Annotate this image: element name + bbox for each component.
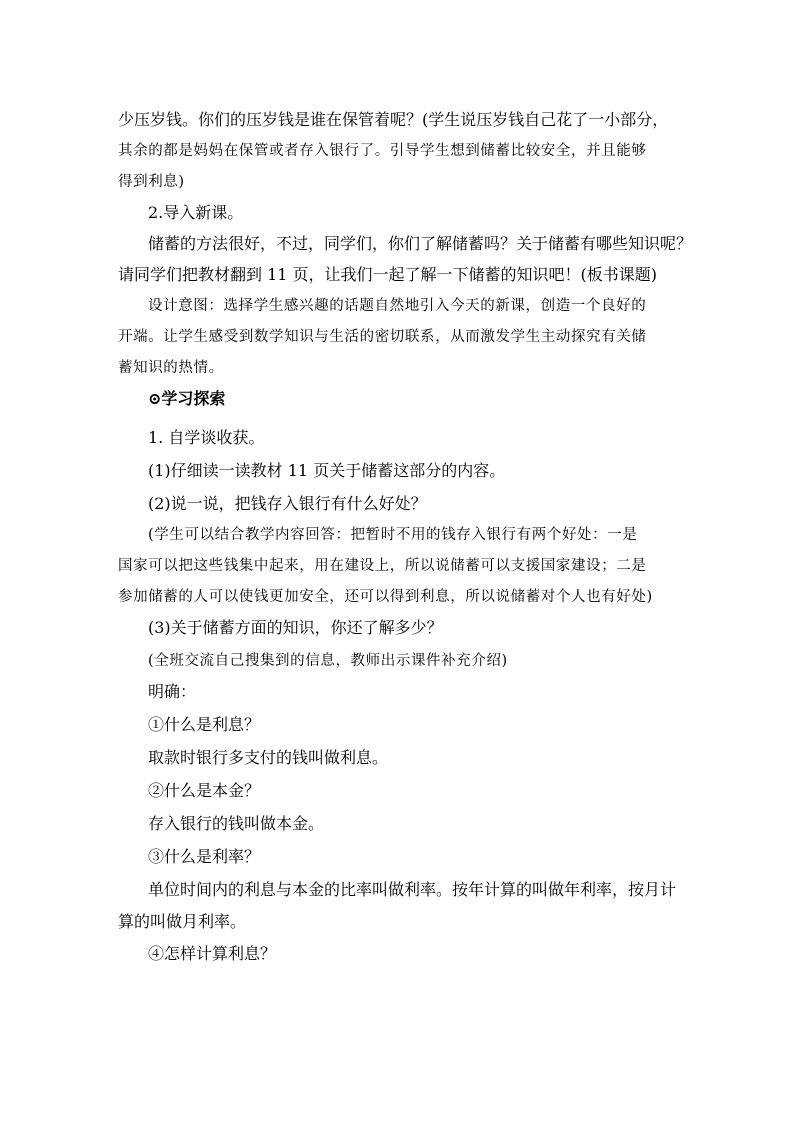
text-line: 其余的都是妈妈在保管或者存入银行了。引导学生想到储蓄比较安全，并且能够 [118,143,647,159]
text-line: 设计意图：选择学生感兴趣的话题自然地引入今天的新课，创造一个良好的 [148,298,647,314]
text-line: 少压岁钱。你们的压岁钱是谁在保管着呢？(学生说压岁钱自己花了一小部分， [118,110,669,129]
text-line: (学生可以结合教学内容回答：把暂时不用的钱存入银行有两个好处：一是 [148,527,638,543]
text-line: 单位时间内的利息与本金的比率叫做利率。按年计算的叫做年利率，按月计 [148,880,677,899]
text-line: 开端。让学生感受到数学知识与生活的密切联系，从而激发学生主动探究有关储 [118,329,647,345]
text-line: 算的叫做月利率。 [118,912,247,931]
text-line: (全班交流自己搜集到的信息，教师出示课件补充介绍) [148,653,508,669]
text-line: ②什么是本金？ [148,781,261,800]
text-line: (3)关于储蓄方面的知识，你还了解多少？ [148,618,443,637]
section-heading: ⊙学习探索 [148,389,226,408]
text-line: ④怎样计算利息？ [148,944,277,963]
text-line: 明确： [148,682,197,701]
text-line: 储蓄的方法很好，不过，同学们，你们了解储蓄吗？关于储蓄有哪些知识呢？ [148,234,693,253]
text-line: 请同学们把教材翻到 11 页，让我们一起了解一下储蓄的知识吧！(板书课题) [118,265,658,284]
text-line: 取款时银行多支付的钱叫做利息。 [148,748,389,767]
text-line: 2.导入新课。 [148,203,244,222]
text-line: 参加储蓄的人可以使钱更加安全，还可以得到利息，所以说储蓄对个人也有好处) [118,589,653,605]
text-line: 蓄知识的热情。 [118,360,224,376]
text-line: 1. 自学谈收获。 [148,428,265,447]
text-line: (1)仔细读一读教材 11 页关于储蓄这部分的内容。 [148,461,506,480]
text-line: 存入银行的钱叫做本金。 [148,814,325,833]
text-line: ①什么是利息？ [148,715,261,734]
text-line: 国家可以把这些钱集中起来，用在建设上，所以说储蓄可以支援国家建设；二是 [118,558,647,574]
text-line: 得到利息) [118,174,185,190]
text-line: (2)说一说，把钱存入银行有什么好处？ [148,494,427,513]
text-line: ③什么是利率？ [148,847,261,866]
